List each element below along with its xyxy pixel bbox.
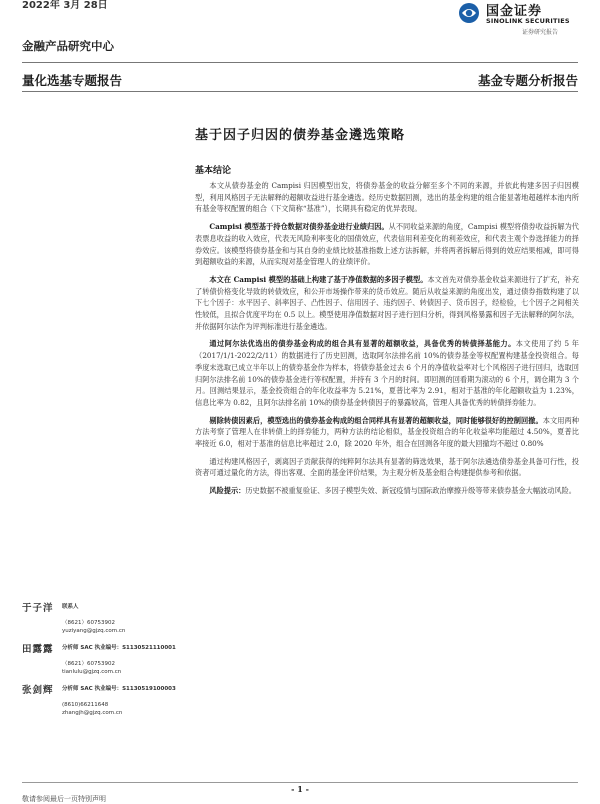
author-name: 张剑辉 xyxy=(22,685,54,696)
paragraph-lead: 本文在 Campisi 模型的基础上构建了基于净值数据的多因子模型。 xyxy=(209,274,428,284)
logo-subtitle: 证券研究报告 xyxy=(522,29,559,36)
logo-name-en: SINOLINK SECURITIES xyxy=(486,17,570,25)
paragraph-lead: 风险提示： xyxy=(209,486,246,496)
summary-paragraph: 通过构建风格因子，剥离因子贡献获得的纯粹阿尔法具有显著的筛选效果，基于阿尔法遴选债券基金具备可行性，投资者可通过量化的方法，得出客观、全面的基金评价结果，为主观分析及基金组合构建提供参考和依据。 xyxy=(195,456,579,478)
disclaimer-note: 敬请参阅最后一页特别声明 xyxy=(22,795,106,803)
summary-paragraph: 剔除转债因素后，模型选出的债券基金构成的组合同样具有显著的超额收益，同时能够很好的控制回撤。本文用两种方法考察了管理人在非转债上的择券能力，两种方法的结论相似，基金投资组合的年化收益率均能超过 4.50%，夏普比率接近 6.0，相对于基准的信息比率超过 2.0，除 2020 年外，组合在回测各年度的最大回撤均不超过 0.80% xyxy=(195,415,579,449)
research-center: 金融产品研究中心 xyxy=(22,39,114,53)
author-phone: （8621）60753902 xyxy=(62,620,115,626)
header-divider-bottom xyxy=(22,91,578,92)
author-list xyxy=(22,600,192,723)
sinolink-logo-icon xyxy=(458,2,480,24)
summary-paragraph: 通过阿尔法优选出的债券基金构成的组合具有显著的超额收益，具备优秀的转债择基能力。本文使用了约 5 年（2017/1/1-2022/2/11）的数据进行了历史回测，选取阿尔法排名前 10%的债券基金等权配置构建基金投资组合。每季度末选取已成立半年以上的债券基金作为样本，将债券基金过去 6 个月的净值收益率对七个风格因子进行回归，选取回归阿尔法排名前 10%的债券基金进行等权配置，并持有 3 个月的时间。即回测的回看期为滚动的 6 个月，调仓期为 3 个月。回测结果显示，基金投资组合的年化收益率为 5.21%，夏普比率为 2.91，相对于基准的年化超额收益为 1.23%，信息比率为 0.82，且阿尔法排名前 10%的债券基金转债因子的暴露较高，管理人具备优秀的转债择券能力。 xyxy=(195,339,579,407)
paragraph-lead: 通过阿尔法优选出的债券基金构成的组合具有显著的超额收益，具备优秀的转债择基能力。 xyxy=(209,339,516,349)
summary-paragraph: 本文在 Campisi 模型的基础上构建了基于净值数据的多因子模型。本文首先对债券基金收益来源进行了扩充，补充了转债价格变化导致的转债效应，和公开市场操作带来的货币效应。随后从收益来源的角度出发，通过债券指数构建了以下七个因子：水平因子、斜率因子、凸性因子、信用因子、违约因子、转债因子、货币因子，经检验，七个因子之间相关性较低，且拟合优度平均在 0.5 以上。模型使用净值数据对因子进行回归分析，得到风格暴露和因子无法解释的阿尔法，并依据阿尔法作为评判标准进行基金遴选。 xyxy=(195,274,579,331)
report-title: 基于因子归因的债券基金遴选策略 xyxy=(194,128,405,143)
header-divider-top xyxy=(22,62,578,63)
summary-paragraph: Campisi 模型基于持仓数据对债券基金进行业绩归因。从不同收益来源的角度，Campisi 模型将债券收益拆解为代表票息收益的收入效应，代表无风险利率变化的国债效应，代表信用利差变化的利差效应，和代表主观个券选择能力的择券效应。该模型将债券基金和与其自身的业绩比较基准指数上述方法拆解，并将两者拆解后得到的效应结果相减，即可得到超额收益的来源，从而实现对基金管理人的业绩评价。 xyxy=(195,222,579,267)
author-name: 于子洋 xyxy=(22,603,54,614)
author-email[interactable]: yuziyang@gjzq.com.cn xyxy=(62,628,126,634)
page-number: - 1 - xyxy=(291,784,309,794)
section-heading: 基本结论 xyxy=(195,166,232,176)
paragraph-lead: Campisi 模型基于持仓数据对债券基金进行业绩归因。 xyxy=(209,222,389,232)
report-date: 2022年 3月 28日 xyxy=(22,0,108,11)
author-card xyxy=(22,682,192,717)
author-role: 联系人 xyxy=(62,604,79,610)
author-card xyxy=(22,641,192,676)
footer-divider xyxy=(22,782,578,783)
risk-warning: 风险提示：历史数据不被重复验证、多因子模型失效、新冠疫情与国际政治摩擦升级等带来债券基金大幅波动风险。 xyxy=(209,486,576,496)
summary-paragraph: 本文从债券基金的 Campisi 归因模型出发，将债券基金的收益分解至多个不同的来源，并依此构建多因子归因模型，利用风格因子无法解释的超额收益进行基金遴选。经历史数据回测，选出的基金构建的组合能显著地超越样本池内所有基金等权配置的组合（下文简称“基准”），长期具有稳定的优异表现。 xyxy=(195,181,579,214)
paragraph-lead: 剔除转债因素后，模型选出的债券基金构成的组合同样具有显著的超额收益，同时能够很好的控制回撤。 xyxy=(209,415,543,425)
author-role: 分析师 SAC 执业编号：S1130519100003 xyxy=(62,686,176,692)
summary-body xyxy=(195,180,579,503)
author-card xyxy=(22,600,192,635)
logo-name-cn: 国金证券 xyxy=(486,4,543,19)
author-email[interactable]: zhangjh@gjzq.com.cn xyxy=(62,710,123,716)
report-category: 基金专题分析报告 xyxy=(477,73,578,88)
author-phone: (8610)66211648 xyxy=(62,702,109,708)
author-role: 分析师 SAC 执业编号：S1130521110001 xyxy=(62,645,176,651)
author-phone: （8621）60753902 xyxy=(62,661,115,667)
author-email[interactable]: tianlulu@gjzq.com.cn xyxy=(62,669,122,675)
author-name: 田露露 xyxy=(22,644,54,655)
report-type: 量化选基专题报告 xyxy=(22,73,123,88)
